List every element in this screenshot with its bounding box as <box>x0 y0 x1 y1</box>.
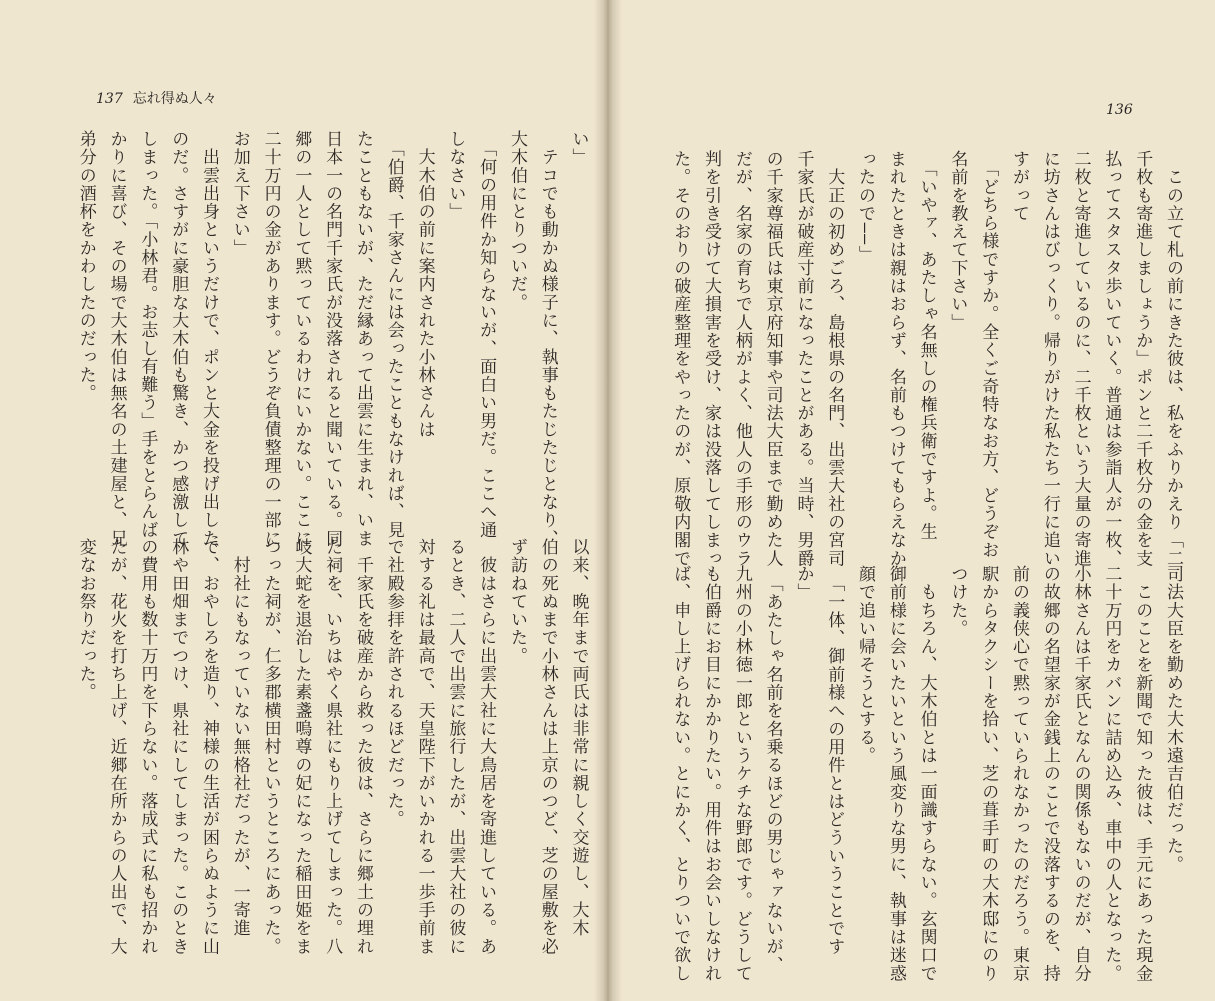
left-page-number: 137 <box>96 91 123 107</box>
left-page-header <box>96 88 217 108</box>
book-gutter <box>594 0 622 1001</box>
right-page-lower-text: 司法大臣を勤めた大木遠吉伯だった。 このことを新聞で知った彼は、手元にあった現金 二十万円をカバンに詰め込み、車中の人となった。 小林さんは千家氏となんの関係もないのだが、自分 の故郷の名望家が金銭上のことで没落するのを、持 前の義侠心で黙っていられなかったのだろう。東京 駅からタクシーを拾い、芝の葺手町の大木邸にのり つけた。 もちろん、大木伯とは一面識すらない。玄関口で 御前様に会いたいという風変りな男に、執事は迷惑 顔で追い帰そうとする。 「一体、御前様への用件とはどういうことです か」 「あたしゃ名前を名乗るほどの男じゃァないが、 九州の小林徳一郎というケチな野郎です。どうして も伯爵にお目にかかりたい。用件はお会いしなけれ ば、申し上げられない。とにかく、とりついで欲し <box>670 565 1183 983</box>
left-page-upper-text: い」 テコでも動かぬ様子に、執事もたじたじとなり、 大木伯にとりついだ。 「何の用件か知らないが、面白い男だ。ここへ通 しなさい」 大木伯の前に案内された小林さんは 「伯爵、千家さんには会ったこともなければ、見 たこともないが、ただ縁あって出雲に生まれ、いま 日本一の名門千家氏が没落されると聞いている。同 郷の一人として黙っているわけにいかない。ここに 二十万円の金があります。どうぞ負債整理の一部に お加え下さい」 出雲出身というだけで、ポンと大金を投げ出した のだ。さすがに豪胆な大木伯も驚き、かつ感激して しまった。「小林君。お志し有難う」手をとらんば かりに喜び、その場で大木伯は無名の土建屋と、兄 弟分の酒杯をかわしたのだった。 <box>75 130 589 548</box>
right-page-header <box>1106 102 1143 118</box>
right-page-upper-text: この立て札の前にきた彼は、私をふりかえり「二 千枚も寄進しましょうか」ポンと二千枚分の金を支 払ってスタスタ歩いていく。普通は参詣人が一枚、 二枚と寄進しているのに、二千枚という大量の寄進 に坊さんはびっくり。帰りがけた私たち一行に追い すがって 「どちら様ですか。全くご奇特なお方、どうぞお 名前を教えて下さい」 「いやァ、あたしゃ名無しの権兵衛ですよ。生 まれたときは親はおらず、名前もつけてもらえなか ったので――」 大正の初めごろ、島根県の名門、出雲大社の宮司 千家氏が破産寸前になったことがある。当時、男爵 の千家尊福氏は東京府知事や司法大臣まで勤めた人 だが、名家の育ちで人柄がよく、他人の手形のウラ 判を引き受けて大損害を受け、家は没落してしまっ た。そのおりの破産整理をやったのが、原敬内閣で <box>670 150 1183 568</box>
right-page-number: 136 <box>1106 102 1133 118</box>
left-page-lower-text: 以来、晩年まで両氏は非常に親しく交遊し、大木 伯の死ぬまで小林さんは上京のつど、芝の屋敷を必 ず訪ねていた。 彼はさらに出雲大社に大鳥居を寄進している。あ るとき、二人で出雲に旅行したが、出雲大社の彼に 対する礼は最高で、天皇陛下がいかれる一歩手前ま で社殿参拝を許されるほどだった。 千家氏を破産から救った彼は、さらに郷土の埋れ た祠を、いちはやく県社にもり上げてしまった。八 岐大蛇を退治した素盞嗚尊の妃になった稲田姫をま つった祠が、仁多郡横田村というところにあった。 村社にもなっていない無格社だったが、一寄進 で、おやしろを造り、神様の生活が困らぬように山 林や田畑までつけ、県社にしてしまった。このとき の費用も数十万円を下らない。落成式に私も招かれ たが、花火を打ち上げ、近郷在所からの人出で、大 変なお祭りだった。 <box>75 538 589 956</box>
running-title: 忘れ得ぬ人々 <box>132 91 217 107</box>
